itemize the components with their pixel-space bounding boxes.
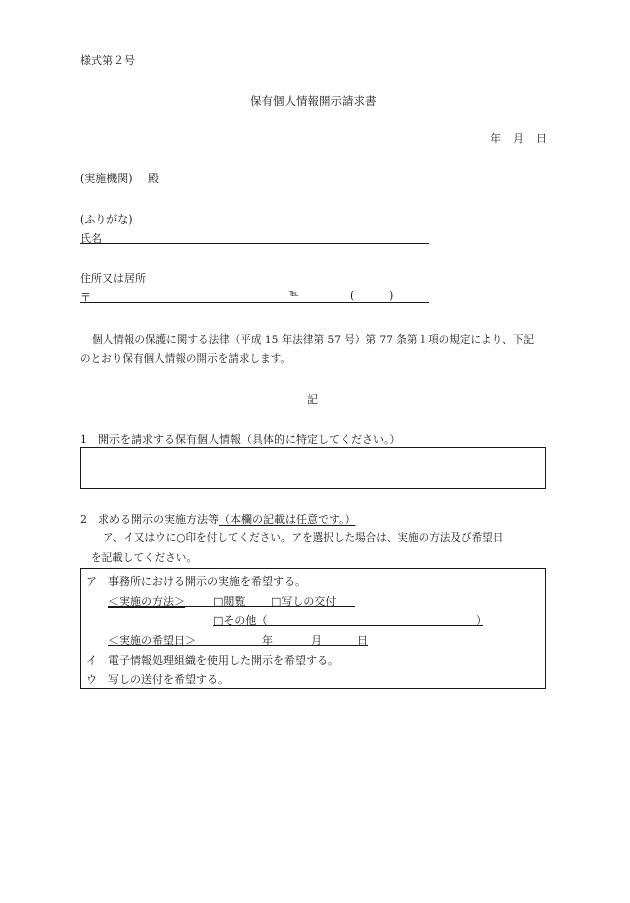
tel-paren-close: ) [389,289,394,302]
date-underline [108,645,368,646]
other-field-line[interactable] [213,625,483,626]
section1-heading: 1 開示を請求する保有個人情報（具体的に特定してください。） [80,433,401,446]
form-number: 様式第２号 [80,54,135,67]
date-year[interactable]: 年 [490,132,501,145]
tel-mark: ℡ [289,289,299,299]
addressee-honorific: 殿 [148,172,159,185]
preferred-month[interactable]: 月 [311,634,322,647]
section2-heading [80,511,356,527]
checkbox-other[interactable]: □その他（ [213,614,268,627]
ki-marker: 記 [307,393,318,406]
address-label: 住所又は居所 [80,272,146,285]
intro-line-1: 個人情報の保護に関する法律（平成 15 年法律第 57 号）第 77 条第１項の規定により、下記 [92,334,535,346]
date-label: ＜実施の希望日＞ [108,634,196,647]
other-close-paren: ） [476,614,487,627]
checkbox-copy[interactable]: □写しの交付 [271,595,337,608]
option-u[interactable]: ウ 写しの送付を希望する。 [86,673,229,686]
section2-instruction-1: ア、イ又はウに○印を付してください。アを選択した場合は、実施の方法及び希望日 [103,532,504,544]
preferred-day[interactable]: 日 [357,634,368,647]
address-field-line[interactable] [80,302,429,303]
name-field-line[interactable] [80,243,429,244]
furigana-label: (ふりがな) [80,213,133,226]
option-a[interactable]: ア 事務所における開示の実施を希望する。 [86,575,306,588]
option-i[interactable]: イ 電子情報処理組織を使用した開示を希望する。 [86,654,339,667]
intro-line-2: のとおり保有個人情報の開示を請求します。 [80,353,292,365]
section2-heading-note: （本欄の記載は任意です。） [219,513,356,526]
method-label: ＜実施の方法＞ [108,595,185,608]
document-title: 保有個人情報開示請求書 [250,94,377,108]
section2-heading-main: 2 求める開示の実施方法等 [80,513,219,526]
addressee-agency: (実施機関) [80,172,133,185]
method-underline [108,606,355,607]
date-month[interactable]: 月 [513,132,524,145]
tel-paren-open: ( [350,289,355,302]
name-label: 氏名 [80,232,102,245]
date-day[interactable]: 日 [536,132,547,145]
section2-instruction-2: を記載してください。 [91,552,197,564]
postal-mark: 〒 [80,291,91,304]
checkbox-view[interactable]: □閲覧 [213,595,246,608]
preferred-year[interactable]: 年 [262,634,273,647]
requested-info-box[interactable] [80,447,546,489]
